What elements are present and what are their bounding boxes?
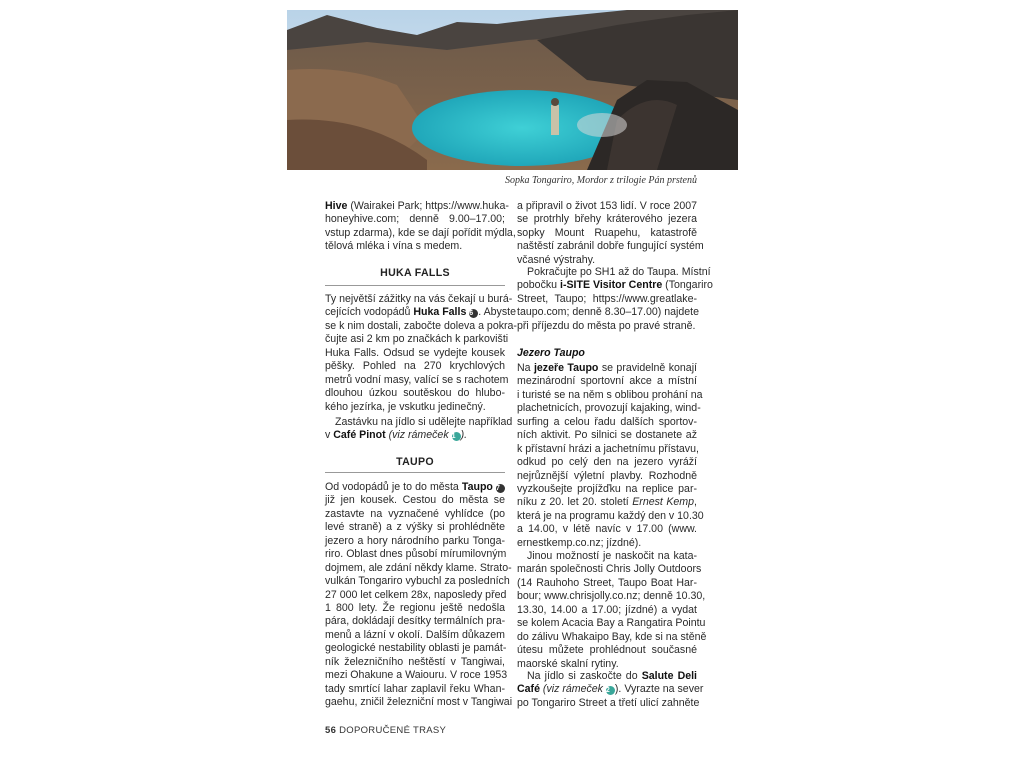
text-line xyxy=(325,548,505,561)
text-span: již jen kousek. Cestou do města se xyxy=(325,494,505,507)
text-span: mezinárodní sportovní akce a místní xyxy=(517,375,697,388)
text-span: plachetnicích, provozují kajaking, wind- xyxy=(517,402,701,415)
text-line xyxy=(325,683,505,696)
text-span: 1 800 lety. Že regionu ještě nedošla xyxy=(325,601,505,614)
text-span: menů a lázní v okolí. Dalším důkazem xyxy=(325,628,505,641)
italic-text: Ernest Kemp xyxy=(632,496,695,509)
text-span: marán společnosti Chris Jolly Outdoors xyxy=(517,563,702,576)
text-line xyxy=(325,226,516,240)
text-line xyxy=(325,575,510,588)
text-span: pěšky. Pohled na 270 krychlových xyxy=(325,360,505,373)
text-span: gaehu, zničil železniční most v Tangiwai xyxy=(325,696,513,708)
text-span: . Abyste xyxy=(478,306,516,319)
text-span: se kolem Acacia Bay a Rangatira Pointu xyxy=(517,617,706,630)
text-line xyxy=(517,213,697,226)
italic-text: (viz rámeček xyxy=(539,683,606,696)
text-line xyxy=(325,240,505,253)
text-line xyxy=(325,656,505,669)
text-line xyxy=(517,658,697,671)
text-line xyxy=(517,293,697,306)
text-span: Na xyxy=(517,362,534,374)
left-paragraph-cafe-pinot xyxy=(325,416,513,443)
map-marker-icon: 1 xyxy=(452,432,461,441)
text-line xyxy=(325,387,505,400)
text-line xyxy=(325,333,509,346)
section-heading-huka-falls: HUKA FALLS xyxy=(380,267,450,279)
text-line xyxy=(325,615,505,628)
text-line xyxy=(517,696,700,710)
text-span: taupo.com; denně 8.30–17.00) najdete xyxy=(517,306,700,319)
text-span: tady smrtící lahar zaplavil řeku Whan- xyxy=(325,682,505,695)
text-line xyxy=(517,456,697,469)
text-line xyxy=(517,266,711,279)
text-span: surfing a celou řadu dalších sportov- xyxy=(517,415,697,428)
text-span: vstup zdarma), kde se dají pořídit mýdla, xyxy=(325,226,516,239)
text-line xyxy=(517,617,706,630)
text-line xyxy=(517,604,697,617)
text-line xyxy=(517,537,697,550)
text-span: tělová mléka i vína s medem. xyxy=(325,240,463,253)
text-span: se k nim dostali, zabočte doleva a pokra- xyxy=(325,319,517,332)
text-span: pobočku xyxy=(517,279,560,292)
text-span: zastavte na vyznačené vyhlídce (po xyxy=(325,507,505,520)
text-line xyxy=(325,535,505,548)
text-line xyxy=(517,523,697,536)
text-span: a připravil o život 153 lidí. V roce 2007 xyxy=(517,200,697,212)
text-line xyxy=(325,508,505,521)
text-span: (Wairakei Park; https://www.huka- xyxy=(347,200,509,212)
map-marker-icon: 6 xyxy=(469,309,478,318)
text-span: geologické nestability oblasti je památ- xyxy=(325,642,507,655)
text-span: ernestkemp.co.nz; jízdné). xyxy=(517,536,642,549)
tongariro-photo xyxy=(287,10,738,170)
text-span: pára, dokládají desítky termálních pra- xyxy=(325,615,506,628)
text-span: maorské skalní rytiny. xyxy=(517,657,619,670)
text-span: po Tongariro Street a třetí ulicí zahněte xyxy=(517,696,700,709)
bold-text: Huka Falls xyxy=(413,306,467,319)
text-span: a 14.00, v létě navíc v 17.00 (www. xyxy=(517,523,697,536)
text-span: kého jezírka, je vskutku jedinečný. xyxy=(325,400,486,413)
text-span: cejících vodopádů xyxy=(325,306,414,319)
text-span: ník železničního neštěstí v Tangiwai, xyxy=(325,655,505,668)
text-line xyxy=(325,696,513,709)
text-line xyxy=(325,629,505,642)
right-paragraph-lake-taupo xyxy=(517,362,704,550)
text-span: v xyxy=(325,429,334,442)
text-span: ). Vyrazte na sever xyxy=(614,683,704,696)
text-span: bour; www.chrisjolly.co.nz; denně 10.30, xyxy=(517,590,706,603)
text-line xyxy=(517,200,697,213)
text-line xyxy=(325,429,505,442)
right-paragraph-visitor-centre xyxy=(517,266,713,333)
bold-text: Taupo xyxy=(461,481,493,493)
text-line xyxy=(517,388,703,402)
text-line xyxy=(517,279,713,292)
text-span: která je na programu každý den v 10.30 xyxy=(517,509,704,522)
text-span: jezero a hory národního parku Tonga- xyxy=(325,534,505,547)
text-span: Jinou možností je naskočit na kata- xyxy=(527,550,697,562)
text-span: se protrhly břehy kráterového jezera xyxy=(517,213,697,226)
text-line xyxy=(325,494,505,507)
text-line xyxy=(517,496,697,509)
map-marker-icon: 2 xyxy=(606,686,615,695)
heading-rule xyxy=(325,285,505,286)
text-span: mezi Ohakune a Waiouru. V roce 1953 xyxy=(325,669,508,682)
text-span: do zálivu Whakaipo Bay, kde si na stěně xyxy=(517,630,707,643)
bold-text: Hive xyxy=(325,200,348,212)
section-heading-taupo: TAUPO xyxy=(396,456,434,468)
heading-rule xyxy=(325,472,505,473)
photo-caption: Sopka Tongariro, Mordor z trilogie Pán prstenů xyxy=(505,175,697,186)
text-span: Na jídlo si zaskočte do xyxy=(527,670,642,682)
volcanic-landscape-image xyxy=(287,10,738,170)
bold-text: Café xyxy=(517,683,540,696)
left-paragraph-taupo xyxy=(325,481,513,709)
text-span: , xyxy=(694,496,697,509)
text-span: Od vodopádů je to do města xyxy=(325,481,462,493)
text-line xyxy=(517,670,697,683)
text-line xyxy=(517,375,697,388)
text-line xyxy=(517,362,697,375)
text-line xyxy=(325,293,513,306)
bold-text: i-SITE Visitor Centre xyxy=(560,279,663,292)
text-span: níku z 20. let 20. století xyxy=(517,496,633,509)
text-line xyxy=(325,589,505,602)
text-span: včasné výstrahy. xyxy=(517,253,596,266)
map-marker-icon: 7 xyxy=(496,484,505,493)
text-span: odkud po celý den na jezero vyráží xyxy=(517,456,697,469)
left-paragraph-huka-falls xyxy=(325,293,517,414)
text-line xyxy=(325,602,505,615)
text-line xyxy=(325,347,505,360)
text-line xyxy=(517,443,697,456)
italic-text: ). xyxy=(460,429,468,442)
text-span: Huka Falls. Odsud se vydejte kousek xyxy=(325,346,505,359)
text-line xyxy=(517,227,697,240)
text-span: čujte asi 2 km po značkách k parkovišti xyxy=(325,333,509,346)
text-span: k přístavní hrázi a jachetnímu přístavu, xyxy=(517,442,699,455)
text-span: Zastávku na jídlo si udělejte například xyxy=(335,416,513,428)
text-span: Pokračujte po SH1 až do Taupa. Místní xyxy=(527,266,711,278)
left-paragraph-hive xyxy=(325,200,516,254)
text-line xyxy=(517,402,701,415)
subheading-jezero-taupo: Jezero Taupo xyxy=(517,347,585,359)
text-line xyxy=(325,521,505,534)
text-span: naštěstí zabránil dobře fungující systém xyxy=(517,240,704,253)
text-line xyxy=(325,669,508,682)
page-number: 56 xyxy=(325,725,337,736)
text-span: se pravidelně konají xyxy=(598,362,697,374)
text-line xyxy=(517,483,697,496)
text-line xyxy=(325,306,516,319)
text-line xyxy=(517,644,697,657)
text-span: (Tongariro xyxy=(662,279,713,292)
text-line xyxy=(325,416,513,429)
text-line xyxy=(517,306,700,319)
text-span: i turisté se na něm s oblibou prohání na xyxy=(517,388,703,401)
text-line xyxy=(517,429,697,442)
page-footer xyxy=(325,725,446,736)
text-line xyxy=(325,561,512,575)
text-span: 27 000 let celkem 28x, naposledy před xyxy=(325,588,507,601)
text-span: 13.30, 14.00 a 17.00; jízdné) a vydat xyxy=(517,603,697,616)
text-line xyxy=(517,590,706,603)
right-paragraph-ruapehu xyxy=(517,200,704,267)
right-paragraph-salute-deli xyxy=(517,670,704,710)
text-line xyxy=(325,373,509,387)
text-span: útesu můžete prohlédnout současné xyxy=(517,644,697,657)
text-span: ních aktivit. Po silnici se dostanete až xyxy=(517,429,697,442)
bold-text: Café Pinot xyxy=(333,429,386,442)
bold-text: Salute Deli xyxy=(641,670,697,682)
italic-text: (viz rámeček xyxy=(385,429,452,442)
text-span: dojmem, ale zdání někdy klame. Strato- xyxy=(325,561,512,574)
text-line xyxy=(517,240,704,253)
text-span: vulkán Tongariro vybuchl za posledních xyxy=(325,575,510,588)
text-span: levé straně) a z výšky si prohlédněte xyxy=(325,521,505,534)
text-span: (14 Rauhoho Street, Taupo Boat Har- xyxy=(517,576,697,589)
text-line xyxy=(325,213,505,226)
text-line xyxy=(517,577,697,590)
text-span: nejrůznější výletní plavby. Rozhodně xyxy=(517,469,697,482)
text-line xyxy=(517,509,704,523)
text-span: sopky Mount Ruapehu, katastrofě xyxy=(517,226,697,239)
text-line xyxy=(325,319,517,333)
text-span: Ty největší zážitky na vás čekají u burá- xyxy=(325,293,513,305)
section-title: DOPORUČENÉ TRASY xyxy=(339,725,447,736)
right-paragraph-catamaran xyxy=(517,550,707,671)
text-line xyxy=(517,416,697,429)
text-line xyxy=(325,200,509,213)
text-line xyxy=(325,642,505,655)
text-line xyxy=(325,360,505,373)
text-line xyxy=(517,630,707,644)
text-line xyxy=(517,683,704,696)
text-span: metrů vodní masy, valící se s rachotem xyxy=(325,373,509,386)
text-line xyxy=(517,563,702,576)
text-line xyxy=(325,401,505,414)
text-span: dlouhou úzkou soutěskou do hlubo- xyxy=(325,387,505,400)
text-span: riro. Oblast dnes působí mírumilovným xyxy=(325,548,507,561)
text-span: vyzkoušejte projížďku na replice par- xyxy=(517,482,697,495)
text-span: Street, Taupo; https://www.greatlake- xyxy=(517,292,697,305)
text-line xyxy=(517,320,697,333)
text-line xyxy=(325,481,505,494)
text-span: honeyhive.com; denně 9.00–17.00; xyxy=(325,213,505,226)
bold-text: jezeře Taupo xyxy=(533,362,599,374)
text-span: při příjezdu do města po pravé straně. xyxy=(517,319,696,332)
text-line xyxy=(517,470,697,483)
text-line xyxy=(517,550,697,563)
